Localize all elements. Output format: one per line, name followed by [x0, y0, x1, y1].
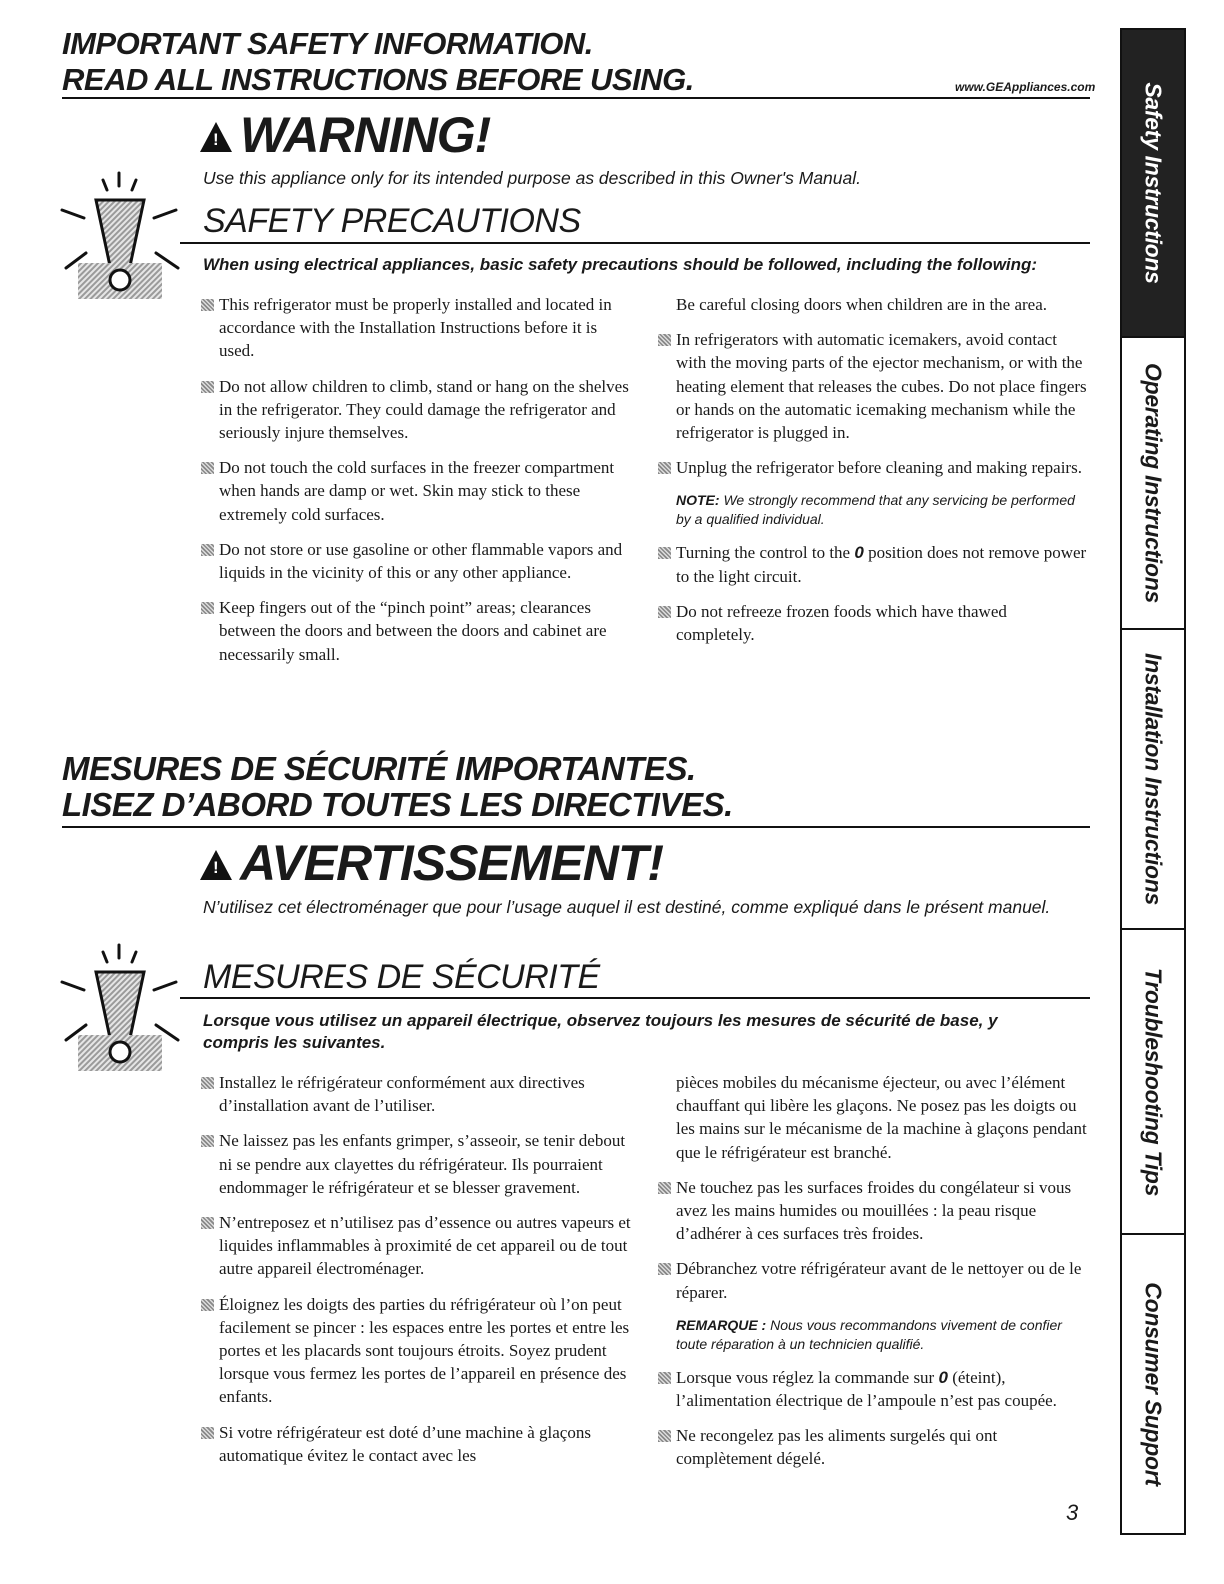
french-subtitle: Lorsque vous utilisez un appareil électrique, observez toujours les mesures de sécurité de base, y compris les suivantes. [203, 1011, 998, 1052]
page-number: 3 [1066, 1500, 1079, 1525]
warning-heading [200, 107, 491, 163]
bullet-icon [658, 462, 671, 474]
bullet-icon [201, 1077, 214, 1089]
bullet-icon [201, 1299, 214, 1311]
bullet-icon [658, 1263, 671, 1275]
list-item: Do not store or use gasoline or other flammable vapors and liquids in the vicinity of this or any other appliance. [201, 538, 631, 584]
bullet-icon [201, 299, 214, 311]
website-link[interactable]: www.GEAppliances.com [955, 80, 1096, 94]
list-item: Installez le réfrigérateur conformément aux directives d’installation avant de l’utiliser. [201, 1071, 631, 1117]
list-item: Si votre réfrigérateur est doté d’une machine à glaçons automatique évitez le contact avec les [201, 1421, 631, 1467]
list-item: Ne laissez pas les enfants grimper, s’asseoir, se tenir debout ni se pendre aux clayettes du réfrigérateur. Ils pourraient endommager le réfrigérateur et se blesser gravement. [201, 1129, 631, 1199]
avertissement-heading [200, 835, 664, 891]
bullet-icon [658, 1372, 671, 1384]
list-item: In refrigerators with automatic icemakers, avoid contact with the moving parts of the ejector mechanism, or with the heating element that releases the cubes. Do not place fingers or hands on the automatic icemaking mechanism while the refrigerator is plugged in. [658, 328, 1088, 444]
header-title-line1: IMPORTANT SAFETY INFORMATION. [62, 26, 593, 61]
english-left-column [201, 293, 631, 678]
list-item: Unplug the refrigerator before cleaning and making repairs. [658, 456, 1088, 479]
french-left-column [201, 1071, 631, 1479]
avertissement-intro: N’utilisez cet électroménager que pour l’usage auquel il est destiné, comme expliqué dans le présent manuel. [203, 897, 1051, 917]
note: REMARQUE : Nous vous recommandons vivement de confier toute réparation à un technicien qualifié. [676, 1316, 1062, 1352]
section-title-safety-precautions: SAFETY PRECAUTIONS [203, 202, 581, 240]
bullet-icon [201, 544, 214, 556]
english-right-column [658, 293, 1088, 658]
bullet-icon [658, 334, 671, 346]
list-item: Éloignez les doigts des parties du réfrigérateur où l’on peut facilement se pincer : les espaces entre les portes et entre les portes et les placards sont toujours étroits. Soyez prudent lorsque vous fermez les portes de l’appareil en présence des enfants. [201, 1293, 631, 1409]
list-item-continuation: Be careful closing doors when children are in the area. [676, 295, 1048, 314]
note: NOTE: We strongly recommend that any servicing be performed by a qualified individual. [676, 492, 1075, 528]
bullet-icon [658, 1430, 671, 1442]
list-item: Turning the control to the 0 position does not remove power to the light circuit. [658, 541, 1088, 587]
bullet-icon [658, 606, 671, 618]
warning-triangle-icon [200, 850, 232, 880]
bullet-icon [658, 1182, 671, 1194]
tab-consumer-support[interactable]: Consumer Support [1120, 1235, 1186, 1535]
list-item: Do not touch the cold surfaces in the freezer compartment when hands are damp or wet. Skin may stick to these extremely cold surfaces. [201, 456, 631, 526]
list-item: Keep fingers out of the “pinch point” areas; clearances between the doors and between the doors and cabinet are necessarily small. [201, 596, 631, 666]
section-divider [180, 242, 1090, 244]
bullet-icon [201, 1427, 214, 1439]
list-item: Débranchez votre réfrigérateur avant de le nettoyer ou de le réparer. [658, 1257, 1088, 1303]
avertissement-label: AVERTISSEMENT! [240, 835, 664, 891]
list-item: Do not allow children to climb, stand or hang on the shelves in the refrigerator. They could damage the refrigerator and seriously injure themselves. [201, 375, 631, 445]
list-item-continuation: pièces mobiles du mécanisme éjecteur, ou avec l’élément chauffant qui libère les glaçons. Ne posez pas les doigts ou les mains sur le mécanisme de la machine à glaçons pendant que le réfrigérateur est branché. [676, 1073, 1087, 1162]
safety-alert-icon [56, 168, 191, 303]
french-right-column [658, 1071, 1088, 1483]
header-title-line2: READ ALL INSTRUCTIONS BEFORE USING. [62, 62, 694, 97]
bullet-icon [201, 381, 214, 393]
warning-label: WARNING! [240, 107, 491, 163]
list-item: Ne recongelez pas les aliments surgelés qui ont complètement dégelé. [658, 1424, 1088, 1470]
header-divider [62, 97, 1090, 99]
bullet-icon [201, 1217, 214, 1229]
bullet-icon [201, 1135, 214, 1147]
tab-troubleshooting-tips[interactable]: Troubleshooting Tips [1120, 930, 1186, 1235]
list-item: Lorsque vous réglez la commande sur 0 (éteint), l’alimentation électrique de l’ampoule n’est pas coupée. [658, 1366, 1088, 1412]
warning-intro: Use this appliance only for its intended purpose as described in this Owner's Manual. [203, 168, 862, 188]
section-divider [180, 997, 1090, 999]
bullet-icon [201, 602, 214, 614]
french-title-line2: LISEZ D’ABORD TOUTES LES DIRECTIVES. [62, 786, 733, 823]
list-item: Do not refreeze frozen foods which have thawed completely. [658, 600, 1088, 646]
list-item: N’entreposez et n’utilisez pas d’essence ou autres vapeurs et liquides inflammables à proximité de cet appareil ou de tout autre appareil électroménager. [201, 1211, 631, 1281]
tab-operating-instructions[interactable]: Operating Instructions [1120, 338, 1186, 630]
warning-triangle-icon [200, 122, 232, 152]
bullet-icon [658, 547, 671, 559]
safety-alert-icon [56, 940, 191, 1075]
french-title-line1: MESURES DE SÉCURITÉ IMPORTANTES. [62, 750, 696, 787]
safety-subtitle: When using electrical appliances, basic safety precautions should be followed, including the following: [203, 255, 1038, 274]
bullet-icon [201, 462, 214, 474]
list-item: Ne touchez pas les surfaces froides du congélateur si vous avez les mains humides ou mouillées : la peau risque d’adhérer à ces surfaces très froides. [658, 1176, 1088, 1246]
list-item: This refrigerator must be properly installed and located in accordance with the Installation Instructions before it is used. [201, 293, 631, 363]
section-title-mesures-de-securite: MESURES DE SÉCURITÉ [203, 958, 600, 996]
tab-installation-instructions[interactable]: Installation Instructions [1120, 630, 1186, 930]
tab-safety-instructions[interactable]: Safety Instructions [1120, 28, 1186, 338]
french-header-divider [62, 826, 1090, 828]
